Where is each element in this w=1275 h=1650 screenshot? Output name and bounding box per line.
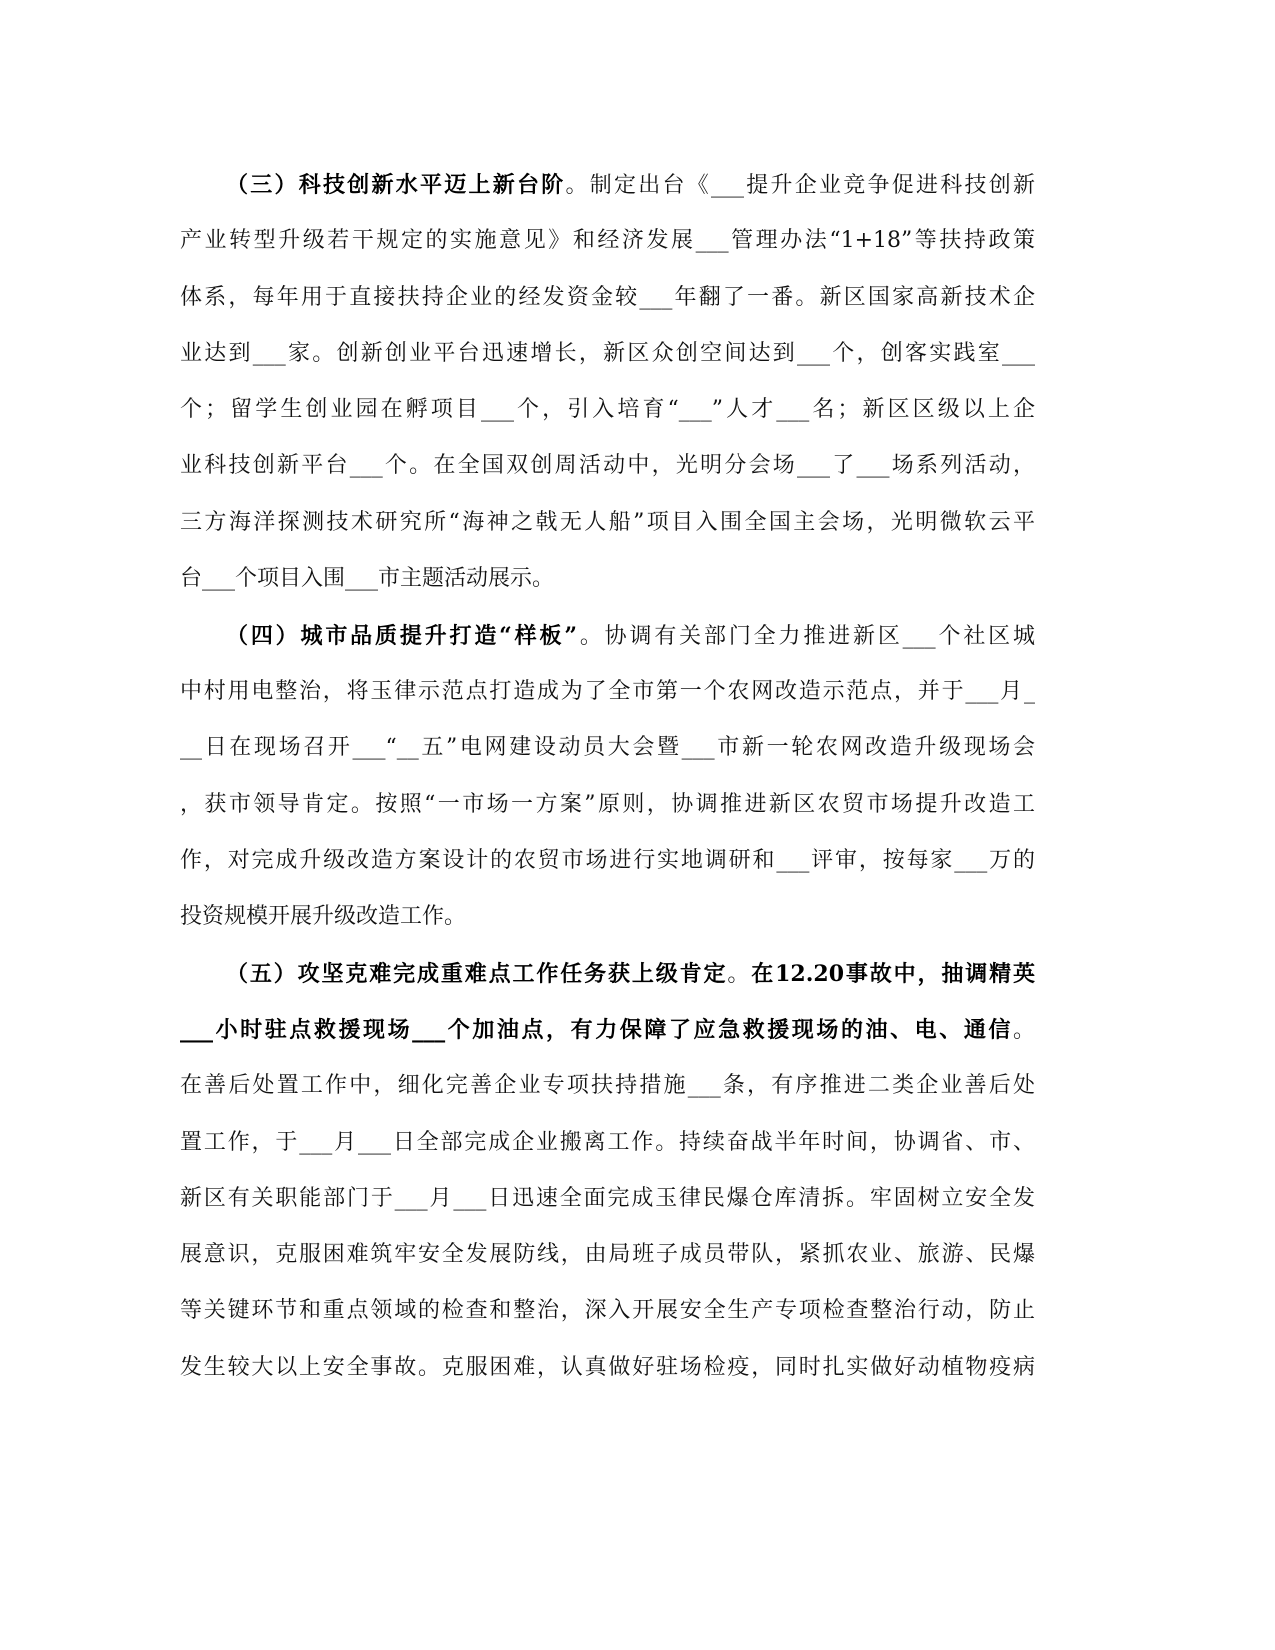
text-line [180,1013,1035,1047]
body-text: 。协调有关部门全力推进新区___个社区城 [576,624,1035,649]
body-text: 在善后处置工作中，细化完善企业专项扶持措施___条，有序推进二类企业善后处 [180,1073,1035,1098]
text-line [180,1126,1035,1160]
body-text: 三方海洋探测技术研究所“海神之戟无人船”项目入围全国主会场，光明微软云平 [180,510,1035,535]
body-text: 体系，每年用于直接扶持企业的经发资金较___年翻了一番。新区国家高新技术企 [180,285,1035,310]
body-text: 产业转型升级若干规定的实施意见》和经济发展___管理办法“1+18”等扶持政策 [180,228,1035,253]
text-line [180,731,1035,765]
text-line [180,1351,1035,1385]
text-line [180,675,1035,709]
text-line [180,1294,1035,1328]
body-text: 。 [727,962,752,987]
bold-text: 在12.20事故中，抽调精英 [751,961,1035,987]
body-text: 展意识，克服困难筑牢安全发展防线，由局班子成员带队，紧抓农业、旅游、民爆 [180,1242,1035,1267]
body-text: 。 [1012,1018,1035,1043]
text-line [180,281,1035,315]
body-text: 中村用电整治，将玉律示范点打造成为了全市第一个农网改造示范点，并于___月_ [180,679,1035,704]
text-line [180,562,1035,596]
text-line [180,224,1035,258]
body-text: 作，对完成升级改造方案设计的农贸市场进行实地调研和___评审，按每家___万的 [180,848,1035,873]
text-line [180,449,1035,483]
body-text: __日在现场召开___“__五”电网建设动员大会暨___市新一轮农网改造升级现场会 [180,735,1035,760]
body-text: 置工作，于___月___日全部完成企业搬离工作。持续奋战半年时间，协调省、市、 [180,1130,1035,1155]
paragraph-heading-line [226,168,1035,202]
body-text: 台___个项目入围___市主题活动展示。 [180,566,555,591]
text-line [180,844,1035,878]
bold-text: （三）科技创新水平迈上新台阶 [226,172,566,198]
body-text: 。制定出台《___提升企业竞争促进科技创新 [565,173,1035,198]
text-line [180,900,1035,934]
paragraph-heading-line [226,619,1035,653]
text-line [180,1182,1035,1216]
body-text: 新区有关职能部门于___月___日迅速全面完成玉律民爆仓库清拆。牢固树立安全发 [180,1186,1035,1211]
text-line [180,393,1035,427]
text-line [180,337,1035,371]
body-text: 个；留学生创业园在孵项目___个，引入培育“___”人才___名；新区区级以上企 [180,397,1035,422]
bold-text: ___小时驻点救援现场___个加油点，有力保障了应急救援现场的油、电、通信 [180,1017,1013,1043]
body-text: 发生较大以上安全事故。克服困难，认真做好驻场检疫，同时扎实做好动植物疫病 [180,1355,1035,1380]
bold-text: （五）攻坚克难完成重难点工作任务获上级肯定 [226,961,728,987]
body-text: 业科技创新平台___个。在全国双创周活动中，光明分会场___了___场系列活动， [180,453,1035,478]
text-line [180,788,1035,822]
text-line [180,506,1035,540]
body-text: ，获市领导肯定。按照“一市场一方案”原则，协调推进新区农贸市场提升改造工 [180,792,1035,817]
bold-text: （四）城市品质提升打造“样板” [226,623,577,649]
paragraph-heading-line [226,957,1035,991]
text-line [180,1238,1035,1272]
body-text: 投资规模开展升级改造工作。 [180,904,467,929]
body-text: 等关键环节和重点领域的检查和整治，深入开展安全生产专项检查整治行动，防止 [180,1298,1035,1323]
text-line [180,1069,1035,1103]
body-text: 业达到___家。创新创业平台迅速增长，新区众创空间达到___个，创客实践室___ [180,341,1035,366]
